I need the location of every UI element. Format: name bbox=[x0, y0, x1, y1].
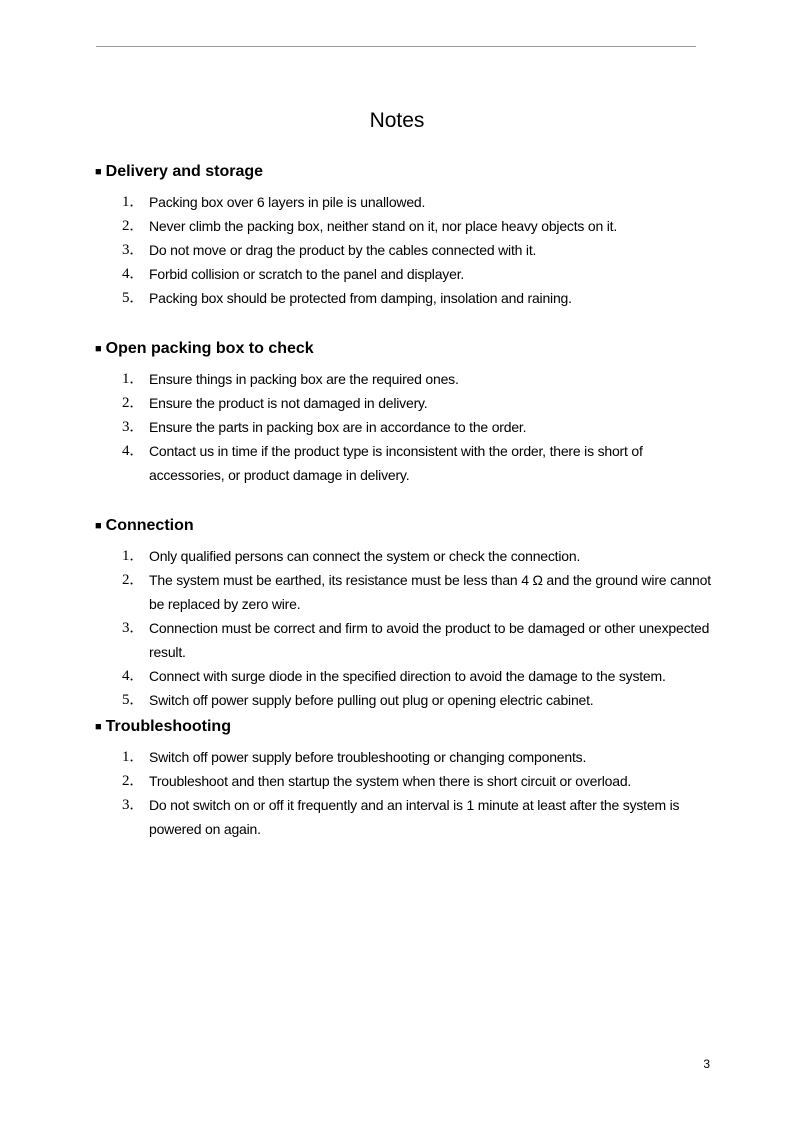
list-item bbox=[95, 616, 715, 664]
list-item bbox=[95, 568, 715, 616]
list-item bbox=[95, 793, 715, 841]
item-text: Troubleshoot and then startup the system when there is short circuit or overload. bbox=[149, 773, 632, 789]
item-number: 1． bbox=[122, 371, 145, 387]
section-troubleshooting bbox=[95, 717, 715, 841]
item-text: Do not move or drag the product by the cables connected with it. bbox=[149, 242, 537, 258]
section-open-packing-box-to-check bbox=[95, 339, 715, 487]
page-title: Notes bbox=[369, 109, 425, 132]
section-heading-text: Connection bbox=[105, 517, 194, 534]
item-number: 3． bbox=[122, 419, 145, 435]
list-item bbox=[95, 190, 715, 214]
item-text: Ensure things in packing box are the required ones. bbox=[149, 371, 459, 387]
list-item bbox=[95, 367, 715, 391]
item-number: 3． bbox=[122, 242, 145, 258]
item-text: Ensure the product is not damaged in delivery. bbox=[149, 395, 428, 411]
item-text: Forbid collision or scratch to the panel and displayer. bbox=[149, 266, 465, 282]
square-bullet-icon: ■ bbox=[95, 343, 102, 355]
item-number: 2． bbox=[122, 773, 145, 789]
item-number: 1． bbox=[122, 749, 145, 765]
square-bullet-icon: ■ bbox=[95, 166, 102, 178]
item-number: 4． bbox=[122, 266, 145, 282]
list-item bbox=[95, 262, 715, 286]
list-item bbox=[95, 415, 715, 439]
list-item bbox=[95, 439, 715, 487]
item-text: Ensure the parts in packing box are in accordance to the order. bbox=[149, 419, 527, 435]
item-number: 5． bbox=[122, 692, 145, 708]
section-heading bbox=[95, 717, 715, 737]
item-text: Connect with surge diode in the specified direction to avoid the damage to the system. bbox=[149, 668, 666, 684]
item-number: 2． bbox=[122, 218, 145, 234]
list-item bbox=[95, 769, 715, 793]
list-item bbox=[95, 214, 715, 238]
item-text: Never climb the packing box, neither stand on it, nor place heavy objects on it. bbox=[149, 218, 618, 234]
item-text: Packing box should be protected from damping, insolation and raining. bbox=[149, 290, 572, 306]
section-heading bbox=[95, 339, 715, 359]
item-text: The system must be earthed, its resistance must be less than 4 Ω and the ground wire cannot be replaced by zero wire. bbox=[149, 572, 711, 612]
page-number: 3 bbox=[703, 1057, 710, 1071]
list-item bbox=[95, 664, 715, 688]
item-text: Switch off power supply before pulling out plug or opening electric cabinet. bbox=[149, 692, 594, 708]
list-item bbox=[95, 238, 715, 262]
header-divider bbox=[96, 46, 696, 47]
section-heading-text: Troubleshooting bbox=[105, 718, 231, 735]
item-number: 3． bbox=[122, 620, 145, 636]
item-number: 1． bbox=[122, 548, 145, 564]
item-number: 1． bbox=[122, 194, 145, 210]
section-delivery-and-storage bbox=[95, 162, 715, 310]
list-item bbox=[95, 544, 715, 568]
item-number: 4． bbox=[122, 443, 145, 459]
item-text: Connection must be correct and firm to avoid the product to be damaged or other unexpected result. bbox=[149, 620, 710, 660]
item-text: Do not switch on or off it frequently and an interval is 1 minute at least after the system is powered on again. bbox=[149, 797, 680, 837]
item-text: Packing box over 6 layers in pile is unallowed. bbox=[149, 194, 426, 210]
section-heading bbox=[95, 516, 715, 536]
section-heading-text: Open packing box to check bbox=[105, 340, 314, 357]
item-number: 3． bbox=[122, 797, 145, 813]
item-number: 2． bbox=[122, 572, 145, 588]
list-item bbox=[95, 286, 715, 310]
section-heading-text: Delivery and storage bbox=[105, 163, 264, 180]
item-number: 5． bbox=[122, 290, 145, 306]
item-text: Switch off power supply before troubleshooting or changing components. bbox=[149, 749, 587, 765]
square-bullet-icon: ■ bbox=[95, 721, 102, 733]
section-connection bbox=[95, 516, 715, 712]
section-heading bbox=[95, 162, 715, 182]
item-text: Contact us in time if the product type is inconsistent with the order, there is short of accessories, or product damage in delivery. bbox=[149, 443, 643, 483]
square-bullet-icon: ■ bbox=[95, 520, 102, 532]
item-number: 2． bbox=[122, 395, 145, 411]
item-number: 4． bbox=[122, 668, 145, 684]
list-item bbox=[95, 688, 715, 712]
item-text: Only qualified persons can connect the system or check the connection. bbox=[149, 548, 581, 564]
list-item bbox=[95, 745, 715, 769]
list-item bbox=[95, 391, 715, 415]
